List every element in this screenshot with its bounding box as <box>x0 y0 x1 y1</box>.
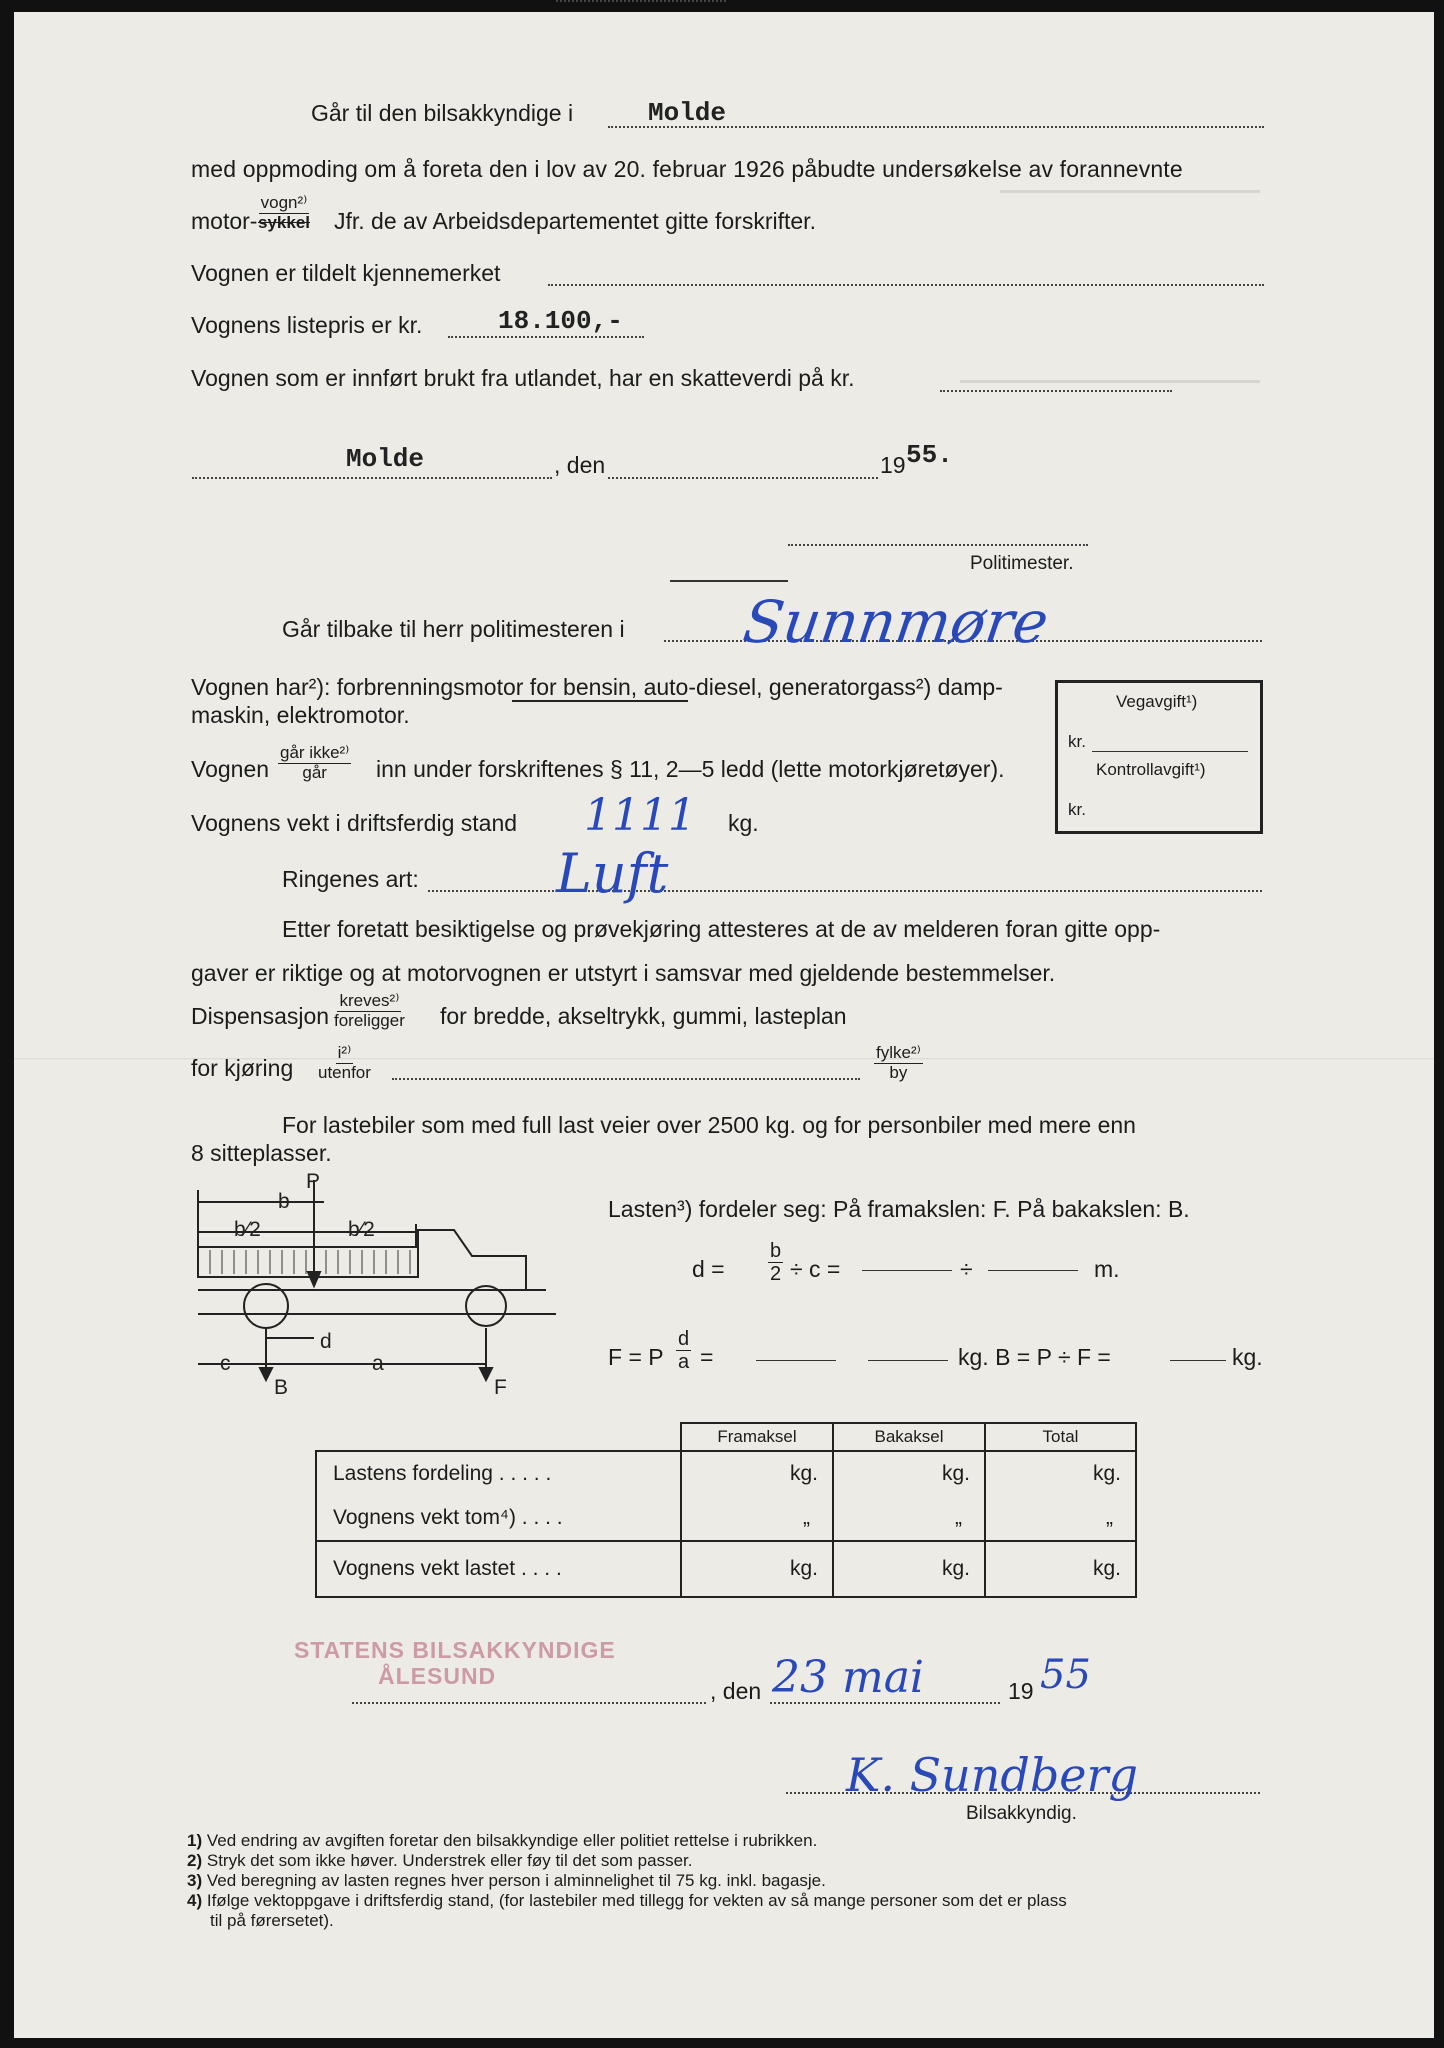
disp-prefix: Dispensasjon <box>191 1003 330 1029</box>
label-b: b <box>278 1190 290 1213</box>
goes-prefix: Vognen <box>191 756 270 782</box>
police-year-prefix: 19 <box>880 452 906 478</box>
row-lastet-total: kg. <box>985 1541 1136 1597</box>
row-lastens-fram: kg. <box>681 1451 833 1496</box>
footnote-4: 4) Ifølge vektoppgave i driftsferdig stand, (for lastebiler med tillegg for vekten av så mange personer som det er plass <box>187 1891 1067 1910</box>
row-tom-label: Vognens vekt tom⁴) . . . . <box>316 1496 681 1541</box>
disp-frac-num: kreves²⁾ <box>339 991 400 1010</box>
kjennemerke-line <box>548 284 1264 286</box>
formula-d-left: d = <box>692 1256 725 1282</box>
formula-f-den: a <box>678 1351 690 1373</box>
police-date-line <box>608 477 878 479</box>
formula-d-blank2 <box>988 1270 1078 1271</box>
formula-f-frac <box>676 1328 691 1373</box>
tyres-value: Luft <box>556 842 669 905</box>
row-lastens-label: Lastens fordeling . . . . . <box>316 1451 681 1496</box>
kjoring-frac <box>318 1044 371 1082</box>
fee-box <box>1055 680 1263 834</box>
inspector-title: Bilsakkyndig. <box>966 1803 1077 1824</box>
formula-f-blank1 <box>756 1360 836 1361</box>
formula-d-div: ÷ <box>960 1256 973 1282</box>
stamp-line1: STATENS BILSAKKYNDIGE <box>294 1637 616 1663</box>
goes-suffix: inn under forskriftenes § 11, 2—5 ledd (lette motorkjøretøyer). <box>376 756 1005 782</box>
skatteverdi-label: Vognen som er innført brukt fra utlandet, har en skatteverdi på kr. <box>191 365 855 391</box>
police-place-line <box>192 477 552 479</box>
load-intro-line2: 8 sitteplasser. <box>191 1140 332 1166</box>
header-line1-value: Molde <box>648 98 727 128</box>
inspector-stamp <box>294 1637 616 1690</box>
formula-f-blank2 <box>868 1360 948 1361</box>
col-framaksel: Framaksel <box>681 1423 833 1451</box>
inspector-date-value: 23 mai <box>772 1652 925 1703</box>
label-b2-left: b⁄2 <box>234 1218 261 1241</box>
row-tom-bak: „ <box>833 1496 985 1541</box>
row-lastens-total: kg. <box>985 1451 1136 1496</box>
police-year-value: 55. <box>906 440 953 470</box>
formula-d-unit: m. <box>1094 1256 1120 1282</box>
kjoring-frac-num: i²⁾ <box>337 1043 352 1062</box>
formula-b-blank <box>1170 1360 1226 1361</box>
footnote-1: 1) Ved endring av avgiften foretar den bilsakkyndige eller politiet rettelse i rubrikken. <box>187 1831 818 1850</box>
formula-b-unit: kg. <box>1232 1344 1263 1370</box>
police-title: Politimester. <box>970 553 1074 574</box>
row-tom-total: „ <box>985 1496 1136 1541</box>
weight-line <box>556 0 726 2</box>
showthrough-rule-1 <box>1000 190 1260 193</box>
label-F: F <box>494 1376 507 1399</box>
formula-d-right: ÷ c = <box>790 1256 841 1282</box>
tyres-line <box>428 890 1262 892</box>
header-line1-prefix: Går til den bilsakkyndige i <box>311 100 574 126</box>
footnote-4-cont: til på førersetet). <box>210 1911 334 1930</box>
label-a: a <box>372 1352 384 1375</box>
return-value: Sunnmøre <box>739 588 1053 656</box>
formula-f-left: F = P <box>608 1344 664 1370</box>
attest-line2: gaver er riktige og at motorvognen er utstyrt i samsvar med gjeldende bestemmelser. <box>191 960 1056 986</box>
motor-line2: maskin, elektromotor. <box>191 702 410 728</box>
fylke-frac-den: by <box>889 1062 908 1082</box>
row-lastet-bak: kg. <box>833 1541 985 1597</box>
axle-load-diagram <box>196 1172 580 1402</box>
police-place-value: Molde <box>346 444 425 474</box>
footnote-2: 2) Stryk det som ikke høver. Understrek eller føy til det som passer. <box>187 1851 693 1870</box>
police-sign-line-short <box>670 580 788 582</box>
row-lastet-fram: kg. <box>681 1541 833 1597</box>
disp-frac <box>334 992 405 1030</box>
police-den-label: , den <box>554 452 606 478</box>
label-c: c <box>220 1352 231 1375</box>
inspector-place-line <box>352 1702 706 1704</box>
formula-f-unit: kg. B = P ÷ F = <box>958 1344 1111 1370</box>
formula-d-den: 2 <box>770 1263 782 1285</box>
header-line3-prefix: motor- <box>191 208 258 234</box>
header-line3-frac-den: sykkel <box>258 212 310 232</box>
load-distribution: Lasten³) fordeler seg: På framakslen: F. På bakakslen: B. <box>608 1196 1190 1222</box>
kjoring-line <box>392 1078 860 1080</box>
listepris-line <box>448 336 644 338</box>
label-b2-right: b⁄2 <box>348 1218 375 1241</box>
front-wheel <box>466 1286 506 1326</box>
stamp-line2: ÅLESUND <box>378 1663 497 1690</box>
footnote-3: 3) Ved beregning av lasten regnes hver person i alminnelighet til 75 kg. inkl. bagasje. <box>187 1871 826 1890</box>
kjennemerke-label: Vognen er tildelt kjennemerket <box>191 260 501 286</box>
formula-d-blank1 <box>862 1270 952 1271</box>
attest-line1: Etter foretatt besiktigelse og prøvekjøring attesteres at de av melderen foran gitte opp- <box>282 916 1161 942</box>
disp-suffix: for bredde, akseltrykk, gummi, lasteplan <box>440 1003 847 1029</box>
showthrough-rule-2 <box>960 380 1260 383</box>
inspector-year-value: 55 <box>1040 1652 1091 1698</box>
listepris-label: Vognens listepris er kr. <box>191 312 423 338</box>
skatteverdi-line <box>940 390 1172 392</box>
fee-vegavgift: Vegavgift¹) <box>1116 692 1198 711</box>
fylke-frac-num: fylke²⁾ <box>876 1043 921 1062</box>
label-p: P <box>306 1172 321 1193</box>
header-line3-frac <box>258 194 310 232</box>
col-total: Total <box>985 1423 1136 1451</box>
label-B: B <box>274 1376 289 1399</box>
formula-d-frac <box>768 1240 783 1285</box>
tyres-label: Ringenes art: <box>282 866 419 892</box>
row-lastens-bak: kg. <box>833 1451 985 1496</box>
label-d: d <box>320 1330 332 1353</box>
kjoring-prefix: for kjøring <box>191 1055 294 1081</box>
formula-f-num: d <box>678 1328 690 1350</box>
inspector-den-label: , den <box>710 1678 762 1704</box>
header-line3-suffix: Jfr. de av Arbeidsdepartementet gitte forskrifter. <box>334 208 816 234</box>
weight-unit: kg. <box>728 810 759 836</box>
header-line3-frac-num: vogn²⁾ <box>260 193 308 212</box>
truck-cab <box>418 1230 526 1290</box>
goes-frac <box>278 744 351 782</box>
fee-kontrollavgift: Kontrollavgift¹) <box>1096 760 1206 779</box>
load-table <box>315 1422 1137 1598</box>
listepris-value: 18.100,- <box>498 306 623 336</box>
weight-value: 1111 <box>584 790 696 841</box>
header-line2: med oppmoding om å foreta den i lov av 20. februar 1926 påbudte undersøkelse av forannevnte <box>191 156 1183 182</box>
formula-f-eq: = <box>700 1344 714 1370</box>
motor-underline-bensin <box>512 700 688 702</box>
goes-frac-den: går <box>302 762 327 782</box>
weight-label: Vognens vekt i driftsferdig stand <box>191 810 518 836</box>
inspector-year-prefix: 19 <box>1008 1678 1034 1704</box>
load-intro-line1: For lastebiler som med full last veier over 2500 kg. og for personbiler med mere enn <box>282 1112 1136 1138</box>
fee-kr1-line <box>1092 751 1248 752</box>
police-sign-line <box>788 544 1088 546</box>
row-tom-fram: „ <box>681 1496 833 1541</box>
kjoring-frac-den: utenfor <box>318 1062 371 1082</box>
disp-frac-den: foreligger <box>334 1010 405 1030</box>
fee-kr2: kr. <box>1068 800 1086 819</box>
inspector-signature: K. Sundberg <box>846 1748 1138 1802</box>
col-bakaksel: Bakaksel <box>833 1423 985 1451</box>
return-label: Går tilbake til herr politimesteren i <box>282 616 625 642</box>
motor-line1: Vognen har²): forbrenningsmotor for bensin, auto-diesel, generatorgass²) damp- <box>191 674 1003 700</box>
row-lastet-label: Vognens vekt lastet . . . . <box>316 1541 681 1597</box>
formula-d-num: b <box>770 1240 782 1262</box>
goes-frac-num: går ikke²⁾ <box>280 743 350 762</box>
fylke-frac <box>874 1044 923 1082</box>
fee-kr1: kr. <box>1068 732 1086 751</box>
